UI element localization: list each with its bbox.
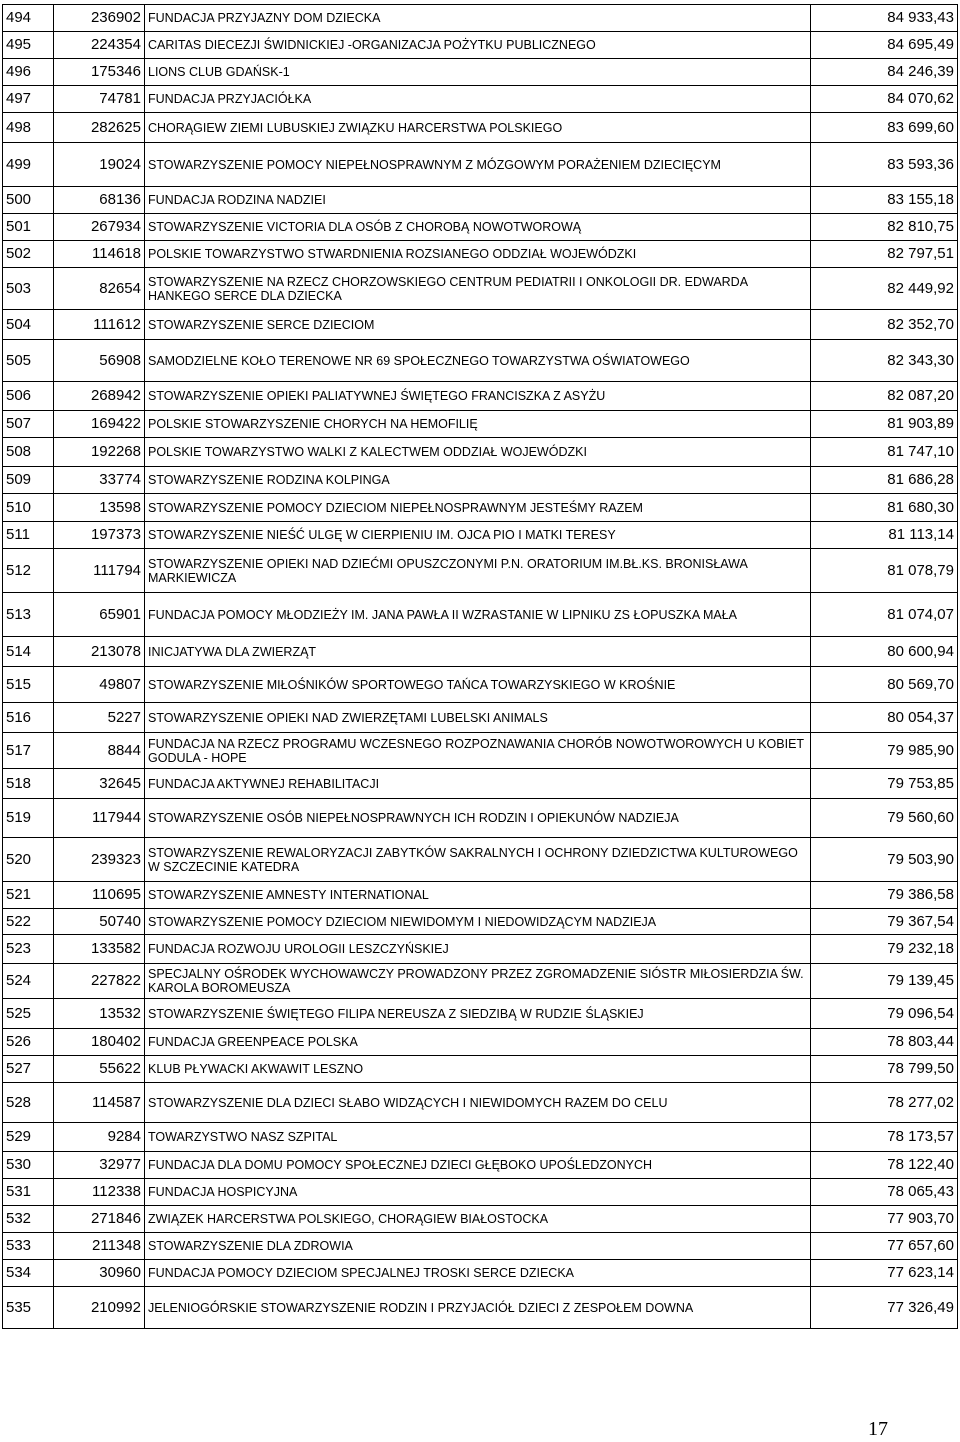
- row-number: 519: [3, 799, 54, 838]
- amount: 78 065,43: [811, 1179, 958, 1206]
- amount: 78 173,57: [811, 1123, 958, 1152]
- row-number: 514: [3, 637, 54, 667]
- row-number: 518: [3, 769, 54, 799]
- krs-number: 180402: [54, 1029, 145, 1056]
- amount: 79 386,58: [811, 882, 958, 909]
- amount: 79 985,90: [811, 733, 958, 769]
- amount: 77 657,60: [811, 1233, 958, 1260]
- table-row: [3, 411, 958, 438]
- krs-number: 65901: [54, 593, 145, 637]
- row-number: 508: [3, 438, 54, 467]
- krs-number: 50740: [54, 909, 145, 935]
- amount: 83 593,36: [811, 143, 958, 187]
- row-number: 501: [3, 214, 54, 241]
- krs-number: 114587: [54, 1083, 145, 1123]
- table-row: [3, 769, 958, 799]
- row-number: 498: [3, 113, 54, 143]
- organization-name: LIONS CLUB GDAŃSK-1: [145, 59, 811, 86]
- organization-name: FUNDACJA POMOCY MŁODZIEŻY IM. JANA PAWŁA II WZRASTANIE W LIPNIKU ZS ŁOPUSZKA MAŁA: [145, 593, 811, 637]
- krs-number: 236902: [54, 5, 145, 32]
- row-number: 506: [3, 382, 54, 411]
- krs-number: 32977: [54, 1152, 145, 1179]
- table-row: [3, 59, 958, 86]
- table-row: [3, 999, 958, 1029]
- amount: 84 933,43: [811, 5, 958, 32]
- row-number: 505: [3, 340, 54, 382]
- amount: 82 352,70: [811, 310, 958, 340]
- table-row: [3, 1083, 958, 1123]
- table-row: [3, 1260, 958, 1287]
- amount: 81 078,79: [811, 549, 958, 593]
- organization-name: POLSKIE STOWARZYSZENIE CHORYCH NA HEMOFILIĘ: [145, 411, 811, 438]
- table-row: [3, 1056, 958, 1083]
- row-number: 524: [3, 964, 54, 999]
- organization-name: STOWARZYSZENIE RODZINA KOLPINGA: [145, 467, 811, 494]
- organization-name: STOWARZYSZENIE SERCE DZIECIOM: [145, 310, 811, 340]
- amount: 82 810,75: [811, 214, 958, 241]
- table-row: [3, 1287, 958, 1329]
- krs-number: 9284: [54, 1123, 145, 1152]
- table-row: [3, 268, 958, 310]
- organization-name: FUNDACJA PRZYJACIÓŁKA: [145, 86, 811, 113]
- row-number: 512: [3, 549, 54, 593]
- krs-number: 110695: [54, 882, 145, 909]
- table-row: [3, 593, 958, 637]
- krs-number: 114618: [54, 241, 145, 268]
- organization-name: ZWIĄZEK HARCERSTWA POLSKIEGO, CHORĄGIEW BIAŁOSTOCKA: [145, 1206, 811, 1233]
- row-number: 520: [3, 838, 54, 882]
- table-row: [3, 1123, 958, 1152]
- organization-name: STOWARZYSZENIE POMOCY NIEPEŁNOSPRAWNYM Z MÓZGOWYM PORAŻENIEM DZIECIĘCYM: [145, 143, 811, 187]
- krs-number: 213078: [54, 637, 145, 667]
- krs-number: 5227: [54, 703, 145, 733]
- krs-number: 211348: [54, 1233, 145, 1260]
- krs-number: 133582: [54, 935, 145, 964]
- table-row: [3, 494, 958, 522]
- organization-name: STOWARZYSZENIE OPIEKI NAD ZWIERZĘTAMI LUBELSKI ANIMALS: [145, 703, 811, 733]
- row-number: 526: [3, 1029, 54, 1056]
- amount: 82 797,51: [811, 241, 958, 268]
- amount: 82 087,20: [811, 382, 958, 411]
- table-row: [3, 241, 958, 268]
- row-number: 503: [3, 268, 54, 310]
- organization-name: STOWARZYSZENIE VICTORIA DLA OSÓB Z CHOROBĄ NOWOTWOROWĄ: [145, 214, 811, 241]
- organization-name: FUNDACJA HOSPICYJNA: [145, 1179, 811, 1206]
- table-row: [3, 32, 958, 59]
- table-row: [3, 113, 958, 143]
- row-number: 529: [3, 1123, 54, 1152]
- krs-number: 111794: [54, 549, 145, 593]
- krs-number: 56908: [54, 340, 145, 382]
- organization-name: STOWARZYSZENIE DLA ZDROWIA: [145, 1233, 811, 1260]
- organization-name: FUNDACJA POMOCY DZIECIOM SPECJALNEJ TROSKI SERCE DZIECKA: [145, 1260, 811, 1287]
- krs-number: 169422: [54, 411, 145, 438]
- row-number: 535: [3, 1287, 54, 1329]
- krs-number: 68136: [54, 187, 145, 214]
- organization-name: STOWARZYSZENIE OSÓB NIEPEŁNOSPRAWNYCH ICH RODZIN I OPIEKUNÓW NADZIEJA: [145, 799, 811, 838]
- row-number: 534: [3, 1260, 54, 1287]
- krs-number: 111612: [54, 310, 145, 340]
- amount: 78 803,44: [811, 1029, 958, 1056]
- table-row: [3, 86, 958, 113]
- organization-name: STOWARZYSZENIE AMNESTY INTERNATIONAL: [145, 882, 811, 909]
- row-number: 510: [3, 494, 54, 522]
- amount: 80 054,37: [811, 703, 958, 733]
- krs-number: 175346: [54, 59, 145, 86]
- table-row: [3, 467, 958, 494]
- row-number: 525: [3, 999, 54, 1029]
- row-number: 494: [3, 5, 54, 32]
- table-row: [3, 637, 958, 667]
- organization-name: TOWARZYSTWO NASZ SZPITAL: [145, 1123, 811, 1152]
- krs-number: 112338: [54, 1179, 145, 1206]
- table-row: [3, 438, 958, 467]
- organization-name: STOWARZYSZENIE NIEŚĆ ULGĘ W CIERPIENIU IM. OJCA PIO I MATKI TERESY: [145, 522, 811, 549]
- row-number: 528: [3, 1083, 54, 1123]
- amount: 81 903,89: [811, 411, 958, 438]
- row-number: 517: [3, 733, 54, 769]
- amount: 84 246,39: [811, 59, 958, 86]
- organization-name: FUNDACJA DLA DOMU POMOCY SPOŁECZNEJ DZIECI GŁĘBOKO UPOŚLEDZONYCH: [145, 1152, 811, 1179]
- table-row: [3, 838, 958, 882]
- amount: 78 799,50: [811, 1056, 958, 1083]
- row-number: 527: [3, 1056, 54, 1083]
- row-number: 522: [3, 909, 54, 935]
- organization-name: STOWARZYSZENIE OPIEKI NAD DZIEĆMI OPUSZCZONYMI P.N. ORATORIUM IM.BŁ.KS. BRONISŁAWA MARKIEWICZA: [145, 549, 811, 593]
- row-number: 531: [3, 1179, 54, 1206]
- organization-name: STOWARZYSZENIE POMOCY DZIECIOM NIEWIDOMYM I NIEDOWIDZĄCYM NADZIEJA: [145, 909, 811, 935]
- organization-name: SAMODZIELNE KOŁO TERENOWE NR 69 SPOŁECZNEGO TOWARZYSTWA OŚWIATOWEGO: [145, 340, 811, 382]
- krs-number: 49807: [54, 667, 145, 703]
- amount: 84 695,49: [811, 32, 958, 59]
- organization-name: JELENIOGÓRSKIE STOWARZYSZENIE RODZIN I PRZYJACIÓŁ DZIECI Z ZESPOŁEM DOWNA: [145, 1287, 811, 1329]
- row-number: 533: [3, 1233, 54, 1260]
- table-row: [3, 522, 958, 549]
- krs-number: 8844: [54, 733, 145, 769]
- krs-number: 282625: [54, 113, 145, 143]
- krs-number: 19024: [54, 143, 145, 187]
- table-row: [3, 703, 958, 733]
- row-number: 523: [3, 935, 54, 964]
- krs-number: 55622: [54, 1056, 145, 1083]
- amount: 81 686,28: [811, 467, 958, 494]
- row-number: 509: [3, 467, 54, 494]
- krs-number: 210992: [54, 1287, 145, 1329]
- table-row: [3, 5, 958, 32]
- organization-name: FUNDACJA AKTYWNEJ REHABILITACJI: [145, 769, 811, 799]
- organization-name: STOWARZYSZENIE MIŁOŚNIKÓW SPORTOWEGO TAŃCA TOWARZYSKIEGO W KROŚNIE: [145, 667, 811, 703]
- krs-number: 227822: [54, 964, 145, 999]
- row-number: 513: [3, 593, 54, 637]
- amount: 83 155,18: [811, 187, 958, 214]
- amount: 80 600,94: [811, 637, 958, 667]
- row-number: 507: [3, 411, 54, 438]
- row-number: 532: [3, 1206, 54, 1233]
- table-row: [3, 667, 958, 703]
- table-row: [3, 1206, 958, 1233]
- amount: 84 070,62: [811, 86, 958, 113]
- amount: 81 680,30: [811, 494, 958, 522]
- row-number: 499: [3, 143, 54, 187]
- krs-number: 13598: [54, 494, 145, 522]
- row-number: 495: [3, 32, 54, 59]
- krs-number: 192268: [54, 438, 145, 467]
- table-row: [3, 143, 958, 187]
- table-row: [3, 187, 958, 214]
- row-number: 516: [3, 703, 54, 733]
- organization-name: FUNDACJA NA RZECZ PROGRAMU WCZESNEGO ROZPOZNAWANIA CHORÓB NOWOTWOROWYCH U KOBIET GODULA - HOPE: [145, 733, 811, 769]
- amount: 80 569,70: [811, 667, 958, 703]
- table-row: [3, 1179, 958, 1206]
- table-row: [3, 1029, 958, 1056]
- organization-name: KLUB PŁYWACKI AKWAWIT LESZNO: [145, 1056, 811, 1083]
- krs-number: 33774: [54, 467, 145, 494]
- organization-name: STOWARZYSZENIE POMOCY DZIECIOM NIEPEŁNOSPRAWNYM JESTEŚMY RAZEM: [145, 494, 811, 522]
- table-row: [3, 799, 958, 838]
- table-row: [3, 549, 958, 593]
- row-number: 500: [3, 187, 54, 214]
- amount: 82 449,92: [811, 268, 958, 310]
- table-row: [3, 964, 958, 999]
- organizations-table: [2, 4, 958, 1329]
- organization-name: STOWARZYSZENIE DLA DZIECI SŁABO WIDZĄCYCH I NIEWIDOMYCH RAZEM DO CELU: [145, 1083, 811, 1123]
- amount: 77 326,49: [811, 1287, 958, 1329]
- organization-name: STOWARZYSZENIE NA RZECZ CHORZOWSKIEGO CENTRUM PEDIATRII I ONKOLOGII DR. EDWARDA HANKEGO SERCE DLA DZIECKA: [145, 268, 811, 310]
- organization-name: CARITAS DIECEZJI ŚWIDNICKIEJ -ORGANIZACJA POŻYTKU PUBLICZNEGO: [145, 32, 811, 59]
- organization-name: SPECJALNY OŚRODEK WYCHOWAWCZY PROWADZONY PRZEZ ZGROMADZENIE SIÓSTR MIŁOSIERDZIA ŚW. KAROLA BOROMEUSZA: [145, 964, 811, 999]
- organization-name: POLSKIE TOWARZYSTWO WALKI Z KALECTWEM ODDZIAŁ WOJEWÓDZKI: [145, 438, 811, 467]
- amount: 79 503,90: [811, 838, 958, 882]
- row-number: 502: [3, 241, 54, 268]
- organization-name: STOWARZYSZENIE ŚWIĘTEGO FILIPA NEREUSZA Z SIEDZIBĄ W RUDZIE ŚLĄSKIEJ: [145, 999, 811, 1029]
- krs-number: 117944: [54, 799, 145, 838]
- table-row: [3, 382, 958, 411]
- organization-name: POLSKIE TOWARZYSTWO STWARDNIENIA ROZSIANEGO ODDZIAŁ WOJEWÓDZKI: [145, 241, 811, 268]
- amount: 78 122,40: [811, 1152, 958, 1179]
- krs-number: 82654: [54, 268, 145, 310]
- krs-number: 224354: [54, 32, 145, 59]
- organization-name: STOWARZYSZENIE REWALORYZACJI ZABYTKÓW SAKRALNYCH I OCHRONY DZIEDZICTWA KULTUROWEGO W SZCZECINIE KATEDRA: [145, 838, 811, 882]
- row-number: 504: [3, 310, 54, 340]
- krs-number: 30960: [54, 1260, 145, 1287]
- organization-name: FUNDACJA PRZYJAZNY DOM DZIECKA: [145, 5, 811, 32]
- row-number: 521: [3, 882, 54, 909]
- organization-name: FUNDACJA ROZWOJU UROLOGII LESZCZYŃSKIEJ: [145, 935, 811, 964]
- table-row: [3, 909, 958, 935]
- table-row: [3, 214, 958, 241]
- amount: 79 560,60: [811, 799, 958, 838]
- amount: 81 113,14: [811, 522, 958, 549]
- amount: 79 232,18: [811, 935, 958, 964]
- amount: 77 903,70: [811, 1206, 958, 1233]
- table-row: [3, 1152, 958, 1179]
- amount: 83 699,60: [811, 113, 958, 143]
- organizations-table-body: [3, 5, 958, 1329]
- amount: 81 747,10: [811, 438, 958, 467]
- amount: 81 074,07: [811, 593, 958, 637]
- table-row: [3, 733, 958, 769]
- row-number: 496: [3, 59, 54, 86]
- table-row: [3, 882, 958, 909]
- organization-name: CHORĄGIEW ZIEMI LUBUSKIEJ ZWIĄZKU HARCERSTWA POLSKIEGO: [145, 113, 811, 143]
- amount: 77 623,14: [811, 1260, 958, 1287]
- row-number: 511: [3, 522, 54, 549]
- table-row: [3, 935, 958, 964]
- amount: 79 139,45: [811, 964, 958, 999]
- krs-number: 267934: [54, 214, 145, 241]
- krs-number: 32645: [54, 769, 145, 799]
- amount: 78 277,02: [811, 1083, 958, 1123]
- table-row: [3, 310, 958, 340]
- amount: 82 343,30: [811, 340, 958, 382]
- krs-number: 74781: [54, 86, 145, 113]
- krs-number: 239323: [54, 838, 145, 882]
- krs-number: 13532: [54, 999, 145, 1029]
- row-number: 497: [3, 86, 54, 113]
- krs-number: 197373: [54, 522, 145, 549]
- organization-name: FUNDACJA RODZINA NADZIEI: [145, 187, 811, 214]
- krs-number: 268942: [54, 382, 145, 411]
- table-row: [3, 1233, 958, 1260]
- krs-number: 271846: [54, 1206, 145, 1233]
- row-number: 515: [3, 667, 54, 703]
- organization-name: INICJATYWA DLA ZWIERZĄT: [145, 637, 811, 667]
- amount: 79 096,54: [811, 999, 958, 1029]
- page-number: 17: [868, 1418, 888, 1440]
- amount: 79 367,54: [811, 909, 958, 935]
- organization-name: STOWARZYSZENIE OPIEKI PALIATYWNEJ ŚWIĘTEGO FRANCISZKA Z ASYŻU: [145, 382, 811, 411]
- row-number: 530: [3, 1152, 54, 1179]
- organization-name: FUNDACJA GREENPEACE POLSKA: [145, 1029, 811, 1056]
- amount: 79 753,85: [811, 769, 958, 799]
- table-row: [3, 340, 958, 382]
